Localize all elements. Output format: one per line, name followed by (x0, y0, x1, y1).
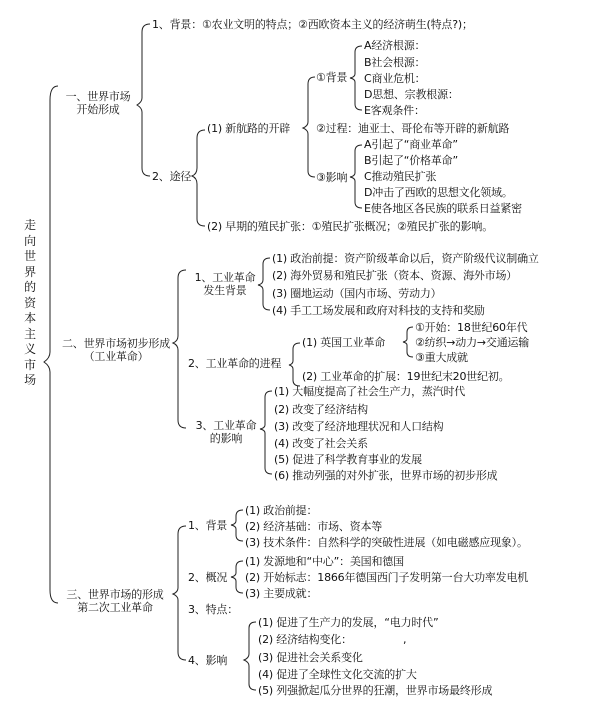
s3-d-item: (5) 列强掀起瓜分世界的狂潮，世界市场最终形成 (258, 684, 493, 697)
s2-c-item: (3) 改变了经济地理状况和人口结构 (274, 420, 444, 433)
root-char: 主 (24, 326, 36, 341)
s3-a-item: (3) 技术条件：自然科学的突破性进展（如电磁感应现象）。 (245, 536, 528, 549)
s2-b-label: 2、工业革命的进程 (188, 357, 282, 370)
s2-c-label-line: 3、工业革命 (195, 419, 257, 432)
root-char: 走 (24, 218, 36, 232)
root-char: 资 (24, 295, 36, 310)
s3-b-item: (2) 开始标志：1866年德国西门子发明第一台大功率发电机 (245, 571, 529, 584)
root-title (22, 218, 38, 389)
root-char: 本 (24, 311, 36, 325)
section-1-title-line: 一、世界市场 (65, 90, 131, 103)
s1-bg-item: E客观条件： (364, 104, 425, 117)
s1-effect-item: B引起了“价格革命” (364, 154, 458, 167)
root-char: 界 (24, 264, 36, 279)
section-1-title-line: 开始形成 (76, 103, 120, 116)
s1-bg-item: D思想、宗教根源： (364, 88, 459, 101)
s2-c-item: (1) 大幅度提高了社会生产力，蒸汽时代 (274, 385, 466, 398)
s1-effect-item: A引起了“商业革命” (364, 138, 458, 151)
s2-a-item: (3) 圈地运动（国内市场、劳动力） (272, 287, 442, 300)
s2-b1: (1) 英国工业革命 (302, 336, 386, 349)
section-3-title-line: 三、世界市场的形成 (66, 588, 164, 601)
root-char: 市 (24, 357, 36, 372)
s2-a-label (186, 271, 264, 297)
s1-process: ②过程：迪亚士、哥伦布等开辟的新航路 (316, 122, 510, 135)
root-char: 的 (24, 280, 36, 294)
s2-b1-item: ①开始：18世纪60年代 (415, 321, 528, 334)
section-3-title (52, 588, 178, 614)
s1-bg-item: B社会根源： (364, 56, 426, 69)
s2-b1-item: ③重大成就 (415, 351, 468, 364)
s2-c-label-line: 的影响 (209, 432, 243, 445)
s3-b-item: (1) 发源地和“中心”：美国和德国 (245, 555, 404, 568)
s1-background: 1、背景：①农业文明的特点；②西欧资本主义的经济萌生(特点?)； (152, 18, 473, 31)
s2-a-item: (2) 海外贸易和殖民扩张（资本、资源、海外市场） (272, 269, 518, 282)
s1-effect-item: D冲击了西欧的思想文化领域。 (364, 186, 513, 199)
s3-d-item: (1) 促进了生产力的发展，“电力时代” (258, 616, 439, 629)
s1-bg-item: C商业危机： (364, 72, 426, 85)
s2-a-label-line: 发生背景 (203, 284, 247, 297)
s1-effect-item: E使各地区各民族的联系日益紧密 (364, 202, 522, 215)
s1-new-route-bg: ①背景 (316, 71, 348, 84)
s2-c-label (188, 419, 264, 445)
s2-c-item: (6) 推动列强的对外扩张，世界市场的初步形成 (274, 469, 498, 482)
s2-c-item: (4) 改变了社会关系 (274, 437, 368, 450)
s1-effect-item: C推动殖民扩张 (364, 170, 437, 183)
root-char: 向 (24, 233, 36, 248)
s3-d-item: (2) 经济结构变化： (258, 633, 352, 646)
s1-new-route: (1) 新航路的开辟 (207, 122, 291, 135)
s2-a-label-line: 1、工业革命 (194, 271, 256, 284)
s2-c-item: (2) 改变了经济结构 (274, 403, 368, 416)
s3-d-item: (4) 促进了全球性文化交流的扩大 (258, 668, 417, 681)
s1-path-label: 2、途径 (152, 170, 192, 183)
stray-comma: , (403, 633, 407, 646)
section-2-title-line: （工业革命） (83, 350, 149, 363)
root-char: 场 (24, 373, 36, 387)
section-2-title (52, 337, 180, 363)
s3-a-label: 1、背景 (188, 519, 228, 532)
s3-a-item: (2) 经济基础：市场、资本等 (245, 520, 383, 533)
s3-c-label: 3、特点： (188, 603, 238, 616)
s1-effect-label: ③影响 (316, 171, 348, 184)
s3-d-item: (3) 促进社会关系变化 (258, 651, 363, 664)
section-3-title-line: 第二次工业革命 (77, 601, 153, 614)
s3-a-item: (1) 政治前提： (245, 504, 318, 517)
s2-b2: (2) 工业革命的扩展：19世纪末20世纪初。 (302, 370, 510, 383)
s1-colonial: (2) 早期的殖民扩张：①殖民扩张概况；②殖民扩张的影响。 (207, 220, 493, 233)
s3-b-item: (3) 主要成就： (245, 587, 318, 600)
section-1-title (54, 90, 142, 116)
s2-a-item: (1) 政治前提：资产阶级革命以后，资产阶级代议制确立 (272, 252, 539, 265)
s2-a-item: (4) 手工工场发展和政府对科技的支持和奖励 (272, 304, 485, 317)
s3-b-label: 2、概况 (188, 571, 228, 584)
s2-b1-item: ②纺织→动力→交通运输 (415, 336, 530, 349)
s2-c-item: (5) 促进了科学教育事业的发展 (274, 453, 422, 466)
s3-d-label: 4、影响 (188, 654, 228, 667)
s1-bg-item: A经济根源： (364, 39, 426, 52)
root-char: 义 (24, 342, 36, 356)
root-char: 世 (24, 249, 36, 263)
section-2-title-line: 二、世界市场初步形成 (62, 337, 170, 350)
